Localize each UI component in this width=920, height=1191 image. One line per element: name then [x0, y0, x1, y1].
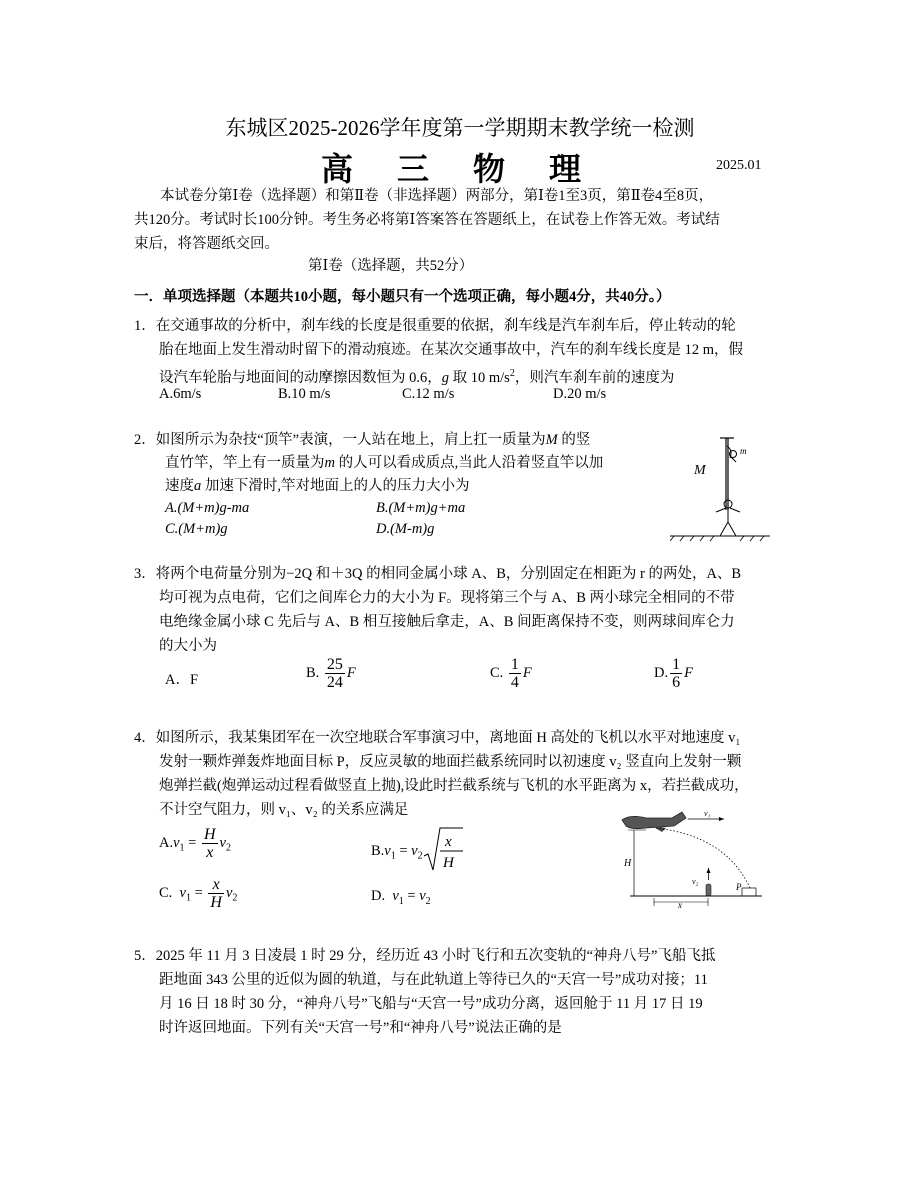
- svg-text:x: x: [444, 834, 452, 850]
- option-c: C.12 m/s: [402, 386, 455, 402]
- question-1-line: 设汽车轮胎与地面间的动摩擦因数恒为 0.6，g 取 10 $m/s^2$，则汽车刹车前的速度为: [159, 368, 675, 386]
- option-c: C. $\frac{1}{4}$ F: [490, 656, 532, 691]
- question-3-line: 3．将两个电荷量分别为−2Q 和＋3Q 的相同金属小球 A、B，分别固定在相距为 r 的两处，A、B: [134, 566, 742, 582]
- option-d: D. $v_1 = v_2$: [371, 888, 431, 907]
- intro-paragraph: [160, 184, 713, 208]
- option-a: A.(M+m)g-ma: [165, 500, 250, 516]
- section-heading: 一．单项选择题（本题共10小题，每小题只有一个选项正确，每小题4分，共40分。）: [134, 289, 671, 305]
- question-2-line: 直竹竿，竿上有一质量为m 的人可以看成质点,当此人沿着竖直竿以加: [165, 455, 604, 471]
- subject-title: 高 三 物 理: [320, 151, 599, 187]
- question-3-line: 均可视为点电荷，它们之间库仑力的大小为 F。现将第三个与 A、B 两小球完全相同的不带: [159, 590, 735, 606]
- option-b: B. $\frac{25}{24}$ F: [306, 656, 356, 691]
- question-1-line: 胎在地面上发生滑动时留下的滑动痕迹。在某次交通事故中，汽车的刹车线长度是 12 m，假: [159, 342, 744, 358]
- option-d: D.(M-m)g: [376, 521, 435, 537]
- option-c: C. $v_1$ = $\frac{x}{H}$ $v_2$: [159, 876, 238, 911]
- figure-label-v2: v₂: [692, 877, 699, 886]
- question-5-line: 距地面 343 公里的近似为圆的轨道，与在此轨道上等待已久的“天宫一号”成功对接；11: [159, 972, 708, 988]
- question-5-line: 时许返回地面。下列有关“天宫一号”和“神舟八号”说法正确的是: [159, 1020, 562, 1036]
- option-b: B.10 m/s: [278, 386, 331, 402]
- question-4-line: 4．如图所示，我某集团军在一次空地联合军事演习中，离地面 H 高处的飞机以水平对地速度 v₁: [134, 730, 741, 746]
- exam-title: 东城区2025-2026学年度第一学期期末教学统一检测: [225, 116, 695, 140]
- svg-text:H: H: [442, 855, 454, 871]
- question-4-line: 不计空气阻力，则 v₁、v₂ 的关系应满足: [159, 802, 409, 818]
- question-1-line: 1．在交通事故的分析中，刹车线的长度是很重要的依据，刹车线是汽车刹车后，停止转动的轮: [134, 318, 736, 334]
- question-4-line: 炮弹拦截(炮弹运动过程看做竖直上抛),设此时拦截系统与飞机的水平距离为 x，若拦截成功，: [159, 778, 749, 794]
- option-d: D. $\frac{1}{6}$ F: [654, 656, 693, 691]
- question-3-line: 电绝缘金属小球 C 先后与 A、B 相互接触后拿走，A、B 间距离保持不变，则两球间库仑力: [159, 614, 735, 630]
- question-5-line: 5．2025 年 11 月 3 日凌晨 1 时 29 分，经历近 43 小时飞行和五次变轨的“神舟八号”飞船飞抵: [134, 948, 716, 964]
- intro-line: 束后，将答题纸交回。: [134, 236, 279, 252]
- exam-date: 2025.01: [716, 158, 762, 173]
- figure-label-v1: v₁: [704, 809, 711, 818]
- option-c: C.(M+m)g: [165, 521, 228, 537]
- pole-acrobat-figure: [670, 432, 770, 542]
- part-title: 第Ⅰ卷（选择题，共52分）: [308, 258, 474, 274]
- intro-line: 本试卷分第Ⅰ卷（选择题）和第Ⅱ卷（非选择题）两部分，第Ⅰ卷1至3页，第Ⅱ卷4至8页，: [160, 188, 714, 204]
- question-3-line: 的大小为: [159, 638, 217, 654]
- question-2-line: 2．如图所示为杂技“顶竿”表演，一人站在地上，肩上扛一质量为M 的竖: [134, 432, 591, 448]
- option-b: B.(M+m)g+ma: [376, 500, 466, 516]
- figure-label-P: P: [736, 882, 742, 892]
- figure-label-M: M: [694, 463, 706, 478]
- question-5-line: 月 16 日 18 时 30 分，“神舟八号”飞船与“天宫一号”成功分离，返回舱于 11 月 17 日 19: [159, 996, 703, 1012]
- figure-label-m: m: [740, 446, 747, 456]
- figure-label-H: H: [624, 858, 632, 869]
- option-a: A．F: [165, 672, 199, 688]
- question-4-line: 发射一颗炸弹轰炸地面目标 P，反应灵敏的地面拦截系统同时以初速度 v₂ 竖直向上发射一颗: [159, 754, 742, 770]
- option-a: $A.v_1$ = $\frac{H}{x}$ $v_2$: [159, 826, 231, 861]
- option-b: $B.v_1 = v_2$ x H: [371, 826, 463, 877]
- question-2-line: 速度a 加速下滑时,竿对地面上的人的压力大小为: [165, 478, 470, 494]
- figure-label-x: x: [678, 900, 682, 910]
- option-d: D.20 m/s: [553, 386, 607, 402]
- option-a: A.6m/s: [159, 386, 202, 402]
- sqrt-symbol: [423, 826, 463, 872]
- intro-line: 共120分。考试时长100分钟。考生务必将第Ⅰ答案答在答题纸上，在试卷上作答无效。考试结: [134, 212, 720, 228]
- airplane-interception-figure: [616, 806, 766, 912]
